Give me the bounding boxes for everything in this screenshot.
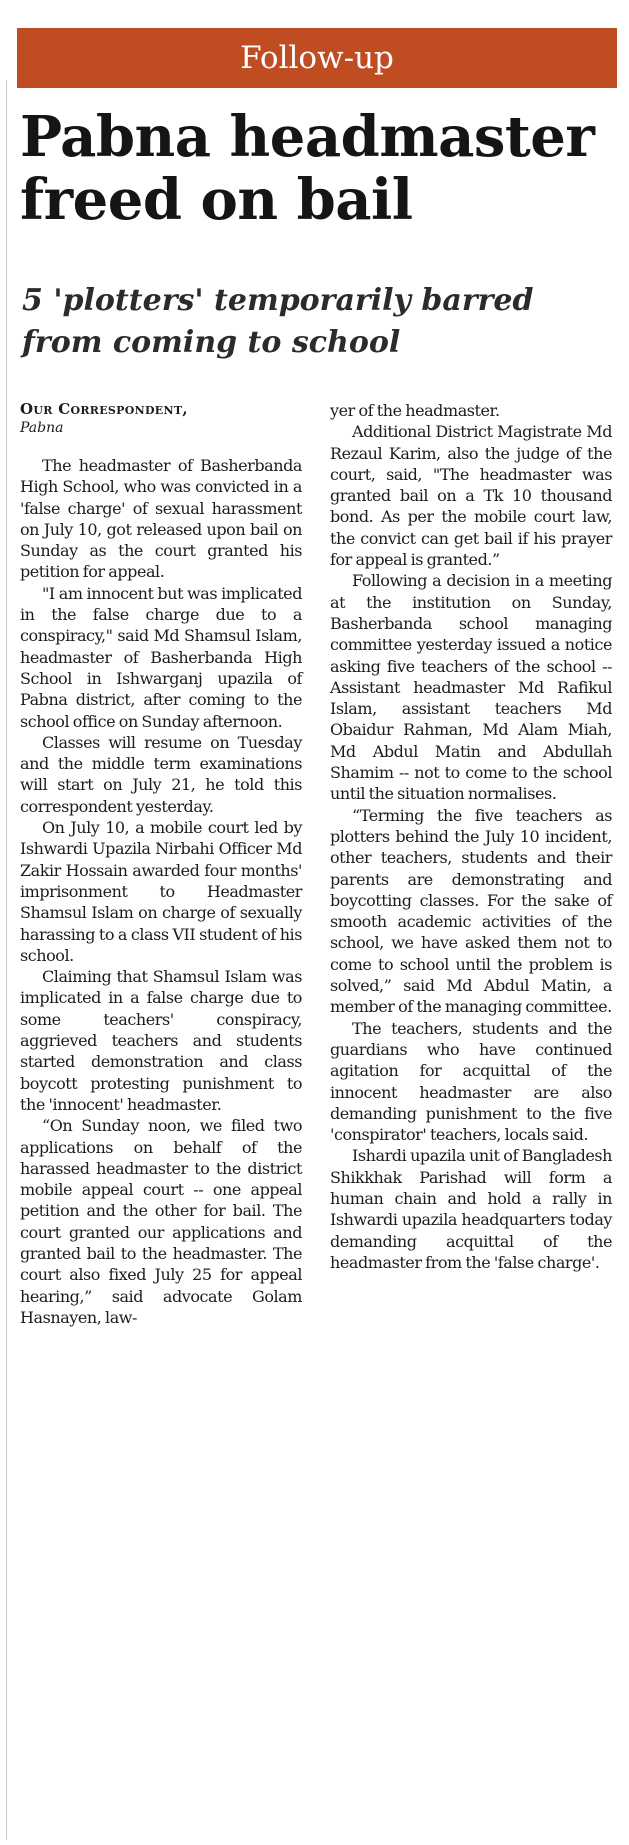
- paragraph: "I am innocent but was implicated in the false charge due to a conspiracy," said Md Shamsul Islam, headmaster of Basherbanda High School in Ishwarganj upazila of Pabna district, after coming to the school office on Sunday afternoon.: [20, 583, 302, 731]
- article-column-right: [330, 400, 612, 1273]
- paragraph: The teachers, students and the guardians who have continued agitation for acquittal of the innocent headmaster are also demanding punishment to the five 'conspirator' teachers, locals said.: [330, 1018, 612, 1145]
- paragraph: Claiming that Shamsul Islam was implicated in a false charge due to some teachers' conspiracy, aggrieved teachers and students started demonstration and class boycott protesting punishment to the 'innocent' headmaster.: [20, 967, 302, 1114]
- byline: Our Correspondent,: [20, 400, 188, 418]
- section-banner: Follow-up: [17, 28, 617, 88]
- paragraph: Following a decision in a meeting at the institution on Sunday, Basherbanda school managing committee yesterday issued a notice asking five teachers of the school -- Assistant headmaster Md Rafikul Islam, assistant teachers Md Obaidur Rahman, Md Alam Miah, Md Abdul Matin and Abdullah Shamim -- not to come to the school until the situation normalises.: [330, 571, 612, 804]
- subheadline: 5 'plotters' temporarily barred from coming to school: [22, 283, 534, 360]
- paragraph: The headmaster of Basherbanda High School, who was convicted in a 'false charge' of sexual harassment on July 10, got released upon bail on Sunday as the court granted his petition for appeal.: [20, 456, 302, 582]
- paragraph: Ishardi upazila unit of Bangladesh Shikkhak Parishad will form a human chain and hold a rally in Ishwardi upazila headquarters today demanding acquittal of the headmaster from the 'false charge'.: [330, 1146, 612, 1272]
- paragraph: Additional District Magistrate Md Rezaul Karim, also the judge of the court, said, "The headmaster was granted bail on a Tk 10 thousand bond. As per the mobile court law, the convict can get bail if his prayer for appeal is granted.”: [330, 422, 612, 570]
- paragraph: “Terming the five teachers as plotters behind the July 10 incident, other teachers, students and their parents are demonstrating and boycotting classes. For the sake of smooth academic activities of the school, we have asked them not to come to school until the problem is solved,” said Md Abdul Matin, a member of the managing committee.: [330, 805, 612, 1017]
- paragraph: “On Sunday noon, we filed two applications on behalf of the harassed headmaster to the district mobile appeal court -- one appeal petition and the other for bail. The court granted our applications and granted bail to the headmaster. The court also fixed July 25 for appeal hearing,” said advocate Golam Hasnayen, law-: [20, 1116, 302, 1327]
- headline: Pabna headmaster freed on bail: [20, 104, 595, 233]
- article-column-left: [20, 400, 302, 1328]
- paragraph-continuation: yer of the headmaster.: [330, 401, 500, 420]
- dateline: Pabna: [20, 420, 64, 436]
- column-rule: [6, 80, 7, 1840]
- paragraph: Classes will resume on Tuesday and the middle term examinations will start on July 21, he told this correspondent yesterday.: [20, 732, 302, 816]
- paragraph: On July 10, a mobile court led by Ishwardi Upazila Nirbahi Officer Md Zakir Hossain awarded four months' imprisonment to Headmaster Shamsul Islam on charge of sexually harassing to a class VII student of his school.: [20, 818, 302, 965]
